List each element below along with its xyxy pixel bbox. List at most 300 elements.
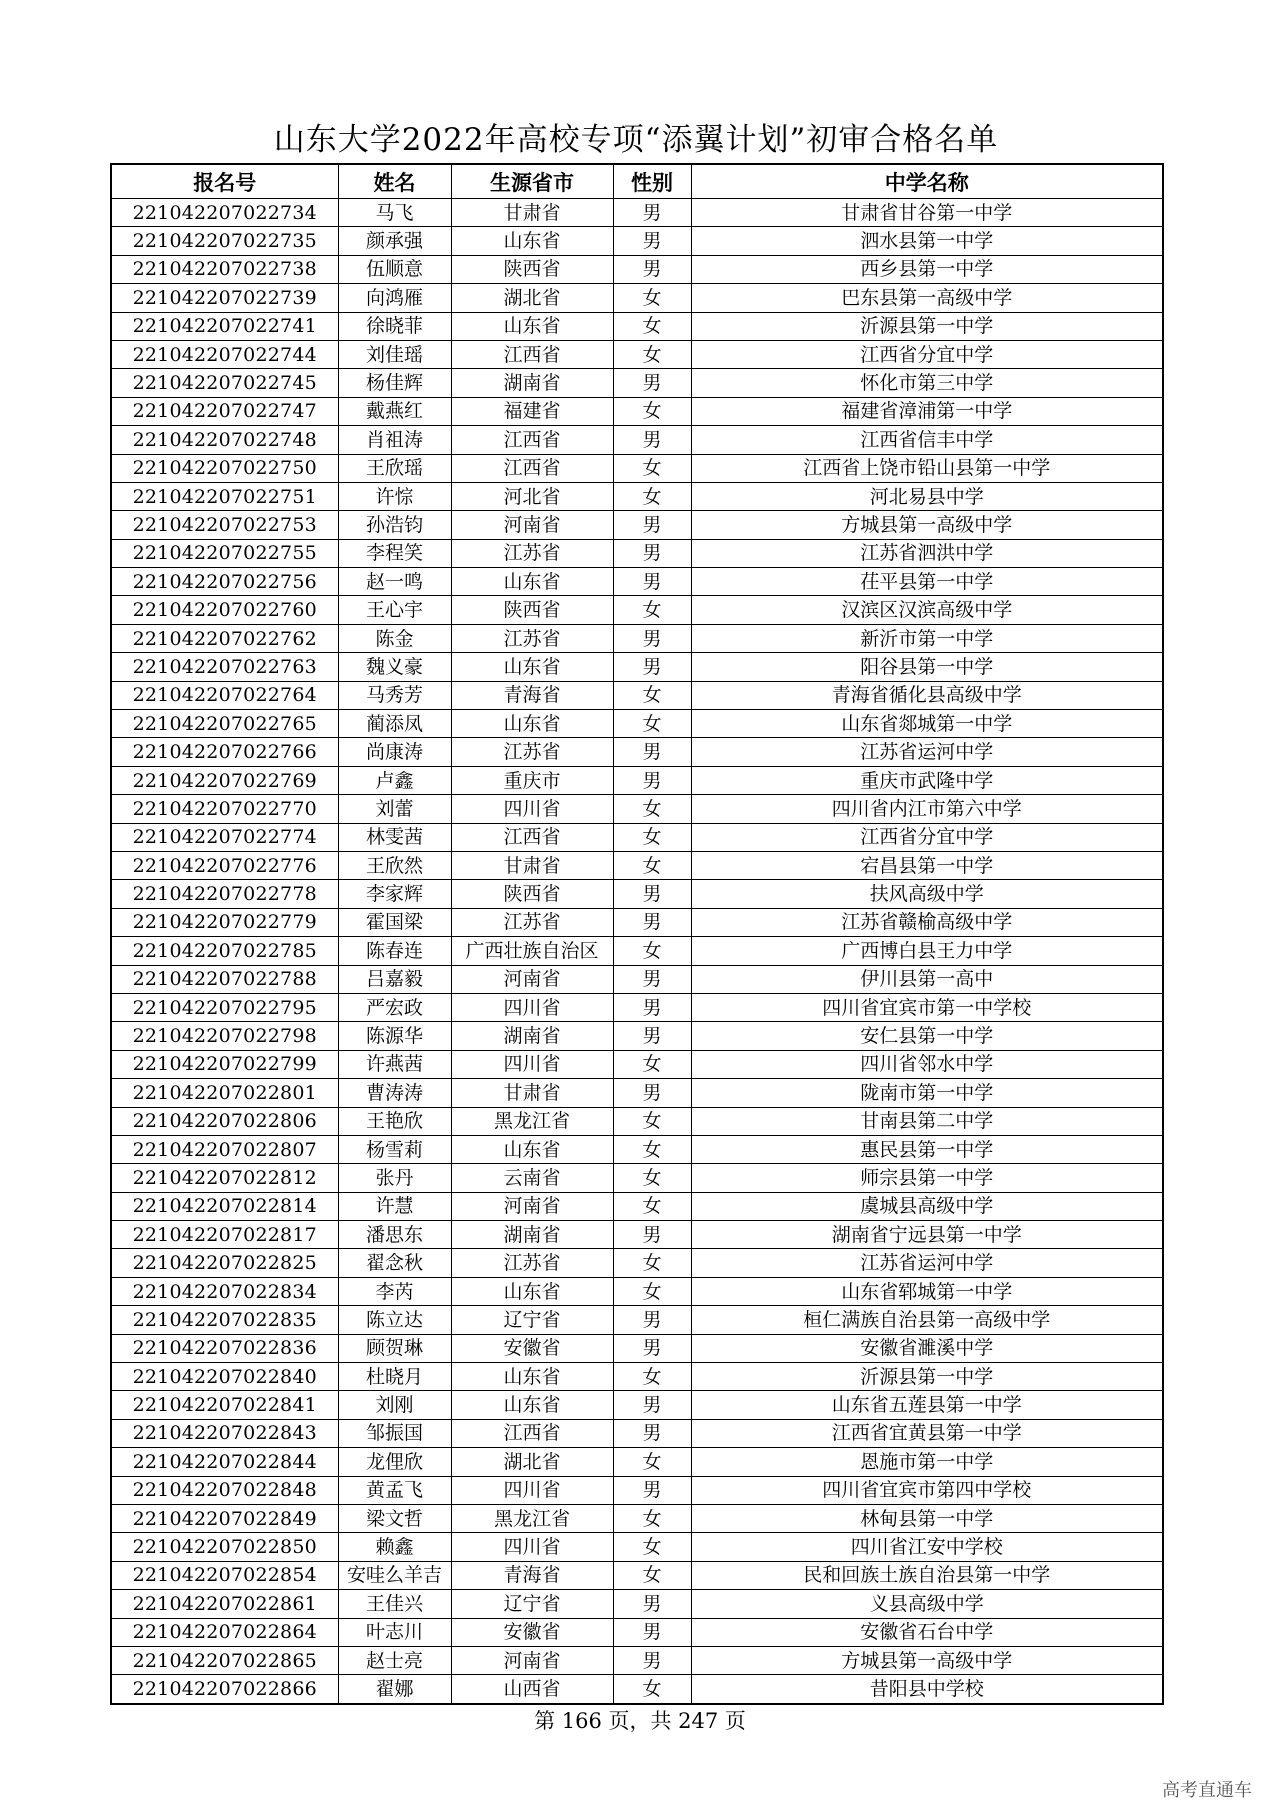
- school-name-cell: 江西省分宜中学: [691, 340, 1163, 368]
- table-row: [111, 766, 1163, 794]
- registration-number-cell: 221042207022760: [111, 596, 338, 624]
- province-cell: 山东省: [451, 568, 613, 596]
- province-cell: 陕西省: [451, 596, 613, 624]
- student-name-cell: 杜晓月: [338, 1363, 451, 1391]
- table-row: [111, 1277, 1163, 1305]
- table-row: [111, 596, 1163, 624]
- student-name-cell: 伍顺意: [338, 255, 451, 283]
- table-row: [111, 312, 1163, 340]
- gender-cell: 男: [613, 1022, 691, 1050]
- gender-cell: 女: [613, 1164, 691, 1192]
- registration-number-cell: 221042207022866: [111, 1675, 338, 1704]
- registration-number-cell: 221042207022799: [111, 1050, 338, 1078]
- student-name-cell: 尚康涛: [338, 738, 451, 766]
- table-row: [111, 1050, 1163, 1078]
- table-row: [111, 681, 1163, 709]
- table-row: [111, 1221, 1163, 1249]
- school-name-cell: 山东省五莲县第一中学: [691, 1391, 1163, 1419]
- student-name-cell: 梁文哲: [338, 1504, 451, 1532]
- registration-number-cell: 221042207022840: [111, 1363, 338, 1391]
- school-name-cell: 师宗县第一中学: [691, 1164, 1163, 1192]
- province-cell: 湖南省: [451, 1022, 613, 1050]
- gender-cell: 男: [613, 738, 691, 766]
- province-cell: 辽宁省: [451, 1306, 613, 1334]
- table-row: [111, 1561, 1163, 1589]
- province-cell: 安徽省: [451, 1618, 613, 1646]
- province-cell: 河北省: [451, 482, 613, 510]
- student-name-cell: 李芮: [338, 1277, 451, 1305]
- student-name-cell: 戴燕红: [338, 397, 451, 425]
- table-row: [111, 454, 1163, 482]
- watermark: 高考直通车: [1162, 1780, 1252, 1801]
- registration-number-cell: 221042207022844: [111, 1448, 338, 1476]
- school-name-cell: 安仁县第一中学: [691, 1022, 1163, 1050]
- school-name-cell: 扶风高级中学: [691, 880, 1163, 908]
- registration-number-cell: 221042207022854: [111, 1561, 338, 1589]
- province-cell: 黑龙江省: [451, 1107, 613, 1135]
- student-name-cell: 孙浩钧: [338, 511, 451, 539]
- province-cell: 山东省: [451, 653, 613, 681]
- province-cell: 四川省: [451, 993, 613, 1021]
- student-name-cell: 陈金: [338, 624, 451, 652]
- school-name-cell: 江西省宜黄县第一中学: [691, 1419, 1163, 1447]
- student-name-cell: 张丹: [338, 1164, 451, 1192]
- school-name-cell: 河北易县中学: [691, 482, 1163, 510]
- student-name-cell: 顾贺琳: [338, 1334, 451, 1362]
- school-name-cell: 泗水县第一中学: [691, 227, 1163, 255]
- school-name-cell: 义县高级中学: [691, 1590, 1163, 1618]
- table-row: [111, 795, 1163, 823]
- student-name-cell: 徐晓菲: [338, 312, 451, 340]
- registration-number-cell: 221042207022788: [111, 965, 338, 993]
- province-cell: 四川省: [451, 1050, 613, 1078]
- gender-cell: 男: [613, 653, 691, 681]
- province-cell: 江苏省: [451, 908, 613, 936]
- registration-number-cell: 221042207022812: [111, 1164, 338, 1192]
- province-cell: 陕西省: [451, 255, 613, 283]
- province-cell: 河南省: [451, 1646, 613, 1674]
- province-cell: 四川省: [451, 1533, 613, 1561]
- table-row: [111, 1363, 1163, 1391]
- gender-cell: 男: [613, 568, 691, 596]
- registration-number-cell: 221042207022843: [111, 1419, 338, 1447]
- table-row: [111, 199, 1163, 227]
- table-row: [111, 738, 1163, 766]
- registration-number-cell: 221042207022825: [111, 1249, 338, 1277]
- school-name-cell: 林甸县第一中学: [691, 1504, 1163, 1532]
- province-cell: 河南省: [451, 511, 613, 539]
- gender-cell: 男: [613, 1476, 691, 1504]
- student-name-cell: 许悰: [338, 482, 451, 510]
- province-cell: 安徽省: [451, 1334, 613, 1362]
- school-name-cell: 四川省宜宾市第四中学校: [691, 1476, 1163, 1504]
- school-name-cell: 四川省邻水中学: [691, 1050, 1163, 1078]
- student-name-cell: 叶志川: [338, 1618, 451, 1646]
- table-row: [111, 993, 1163, 1021]
- province-cell: 甘肃省: [451, 199, 613, 227]
- registration-number-cell: 221042207022766: [111, 738, 338, 766]
- student-name-cell: 翟念秋: [338, 1249, 451, 1277]
- registration-number-cell: 221042207022763: [111, 653, 338, 681]
- student-name-cell: 龙俚欣: [338, 1448, 451, 1476]
- province-cell: 广西壮族自治区: [451, 937, 613, 965]
- table-row: [111, 426, 1163, 454]
- gender-cell: 男: [613, 1221, 691, 1249]
- registration-number-cell: 221042207022848: [111, 1476, 338, 1504]
- registration-number-cell: 221042207022865: [111, 1646, 338, 1674]
- table-row: [111, 908, 1163, 936]
- student-name-cell: 严宏政: [338, 993, 451, 1021]
- province-cell: 陕西省: [451, 880, 613, 908]
- registration-number-cell: 221042207022779: [111, 908, 338, 936]
- province-cell: 江西省: [451, 454, 613, 482]
- gender-cell: 男: [613, 965, 691, 993]
- gender-cell: 女: [613, 1675, 691, 1704]
- student-name-cell: 安哇么羊吉: [338, 1561, 451, 1589]
- province-cell: 山东省: [451, 710, 613, 738]
- school-name-cell: 宕昌县第一中学: [691, 851, 1163, 879]
- school-name-cell: 甘南县第二中学: [691, 1107, 1163, 1135]
- header-province: 生源省市: [451, 164, 613, 199]
- student-name-cell: 许燕茜: [338, 1050, 451, 1078]
- table-row: [111, 1164, 1163, 1192]
- registration-number-cell: 221042207022835: [111, 1306, 338, 1334]
- province-cell: 江西省: [451, 426, 613, 454]
- province-cell: 山东省: [451, 1363, 613, 1391]
- student-name-cell: 王欣瑶: [338, 454, 451, 482]
- table-row: [111, 568, 1163, 596]
- registration-number-cell: 221042207022849: [111, 1504, 338, 1532]
- table-row: [111, 710, 1163, 738]
- province-cell: 江苏省: [451, 738, 613, 766]
- student-name-cell: 陈立达: [338, 1306, 451, 1334]
- school-name-cell: 青海省循化县高级中学: [691, 681, 1163, 709]
- student-name-cell: 李程笑: [338, 539, 451, 567]
- province-cell: 甘肃省: [451, 851, 613, 879]
- gender-cell: 男: [613, 908, 691, 936]
- table-row: [111, 397, 1163, 425]
- header-name: 姓名: [338, 164, 451, 199]
- table-row: [111, 937, 1163, 965]
- gender-cell: 男: [613, 369, 691, 397]
- registration-number-cell: 221042207022769: [111, 766, 338, 794]
- header-school: 中学名称: [691, 164, 1163, 199]
- gender-cell: 女: [613, 710, 691, 738]
- registration-number-cell: 221042207022850: [111, 1533, 338, 1561]
- gender-cell: 女: [613, 1363, 691, 1391]
- province-cell: 湖北省: [451, 1448, 613, 1476]
- province-cell: 山东省: [451, 1135, 613, 1163]
- table-row: [111, 1107, 1163, 1135]
- registration-number-cell: 221042207022755: [111, 539, 338, 567]
- province-cell: 重庆市: [451, 766, 613, 794]
- school-name-cell: 安徽省濉溪中学: [691, 1334, 1163, 1362]
- table-row: [111, 1533, 1163, 1561]
- page-number: 第 166 页，共 247 页: [534, 1709, 746, 1733]
- registration-number-cell: 221042207022776: [111, 851, 338, 879]
- school-name-cell: 山东省郓城第一中学: [691, 1277, 1163, 1305]
- student-name-cell: 赖鑫: [338, 1533, 451, 1561]
- gender-cell: 女: [613, 312, 691, 340]
- student-name-cell: 向鸿雁: [338, 284, 451, 312]
- student-name-cell: 陈源华: [338, 1022, 451, 1050]
- student-name-cell: 马秀芳: [338, 681, 451, 709]
- registration-number-cell: 221042207022734: [111, 199, 338, 227]
- registration-number-cell: 221042207022778: [111, 880, 338, 908]
- gender-cell: 男: [613, 227, 691, 255]
- registration-number-cell: 221042207022774: [111, 823, 338, 851]
- gender-cell: 女: [613, 1249, 691, 1277]
- province-cell: 江苏省: [451, 1249, 613, 1277]
- registration-number-cell: 221042207022806: [111, 1107, 338, 1135]
- table-row: [111, 880, 1163, 908]
- province-cell: 四川省: [451, 1476, 613, 1504]
- table-row: [111, 1618, 1163, 1646]
- student-name-cell: 曹涛涛: [338, 1079, 451, 1107]
- table-row: [111, 1249, 1163, 1277]
- registration-number-cell: 221042207022841: [111, 1391, 338, 1419]
- student-name-cell: 潘思东: [338, 1221, 451, 1249]
- school-name-cell: 四川省江安中学校: [691, 1533, 1163, 1561]
- school-name-cell: 沂源县第一中学: [691, 312, 1163, 340]
- table-row: [111, 1504, 1163, 1532]
- school-name-cell: 湖南省宁远县第一中学: [691, 1221, 1163, 1249]
- province-cell: 江西省: [451, 1419, 613, 1447]
- registration-number-cell: 221042207022738: [111, 255, 338, 283]
- gender-cell: 男: [613, 1334, 691, 1362]
- province-cell: 青海省: [451, 1561, 613, 1589]
- student-name-cell: 王欣然: [338, 851, 451, 879]
- school-name-cell: 四川省宜宾市第一中学校: [691, 993, 1163, 1021]
- school-name-cell: 巴东县第一高级中学: [691, 284, 1163, 312]
- gender-cell: 男: [613, 539, 691, 567]
- table-row: [111, 1675, 1163, 1704]
- registration-number-cell: 221042207022753: [111, 511, 338, 539]
- school-name-cell: 方城县第一高级中学: [691, 1646, 1163, 1674]
- header-gender: 性别: [613, 164, 691, 199]
- gender-cell: 女: [613, 851, 691, 879]
- registration-number-cell: 221042207022745: [111, 369, 338, 397]
- gender-cell: 女: [613, 284, 691, 312]
- registration-number-cell: 221042207022861: [111, 1590, 338, 1618]
- province-cell: 山西省: [451, 1675, 613, 1704]
- table-row: [111, 340, 1163, 368]
- province-cell: 黑龙江省: [451, 1504, 613, 1532]
- school-name-cell: 江苏省赣榆高级中学: [691, 908, 1163, 936]
- table-row: [111, 851, 1163, 879]
- table-row: [111, 539, 1163, 567]
- gender-cell: 男: [613, 199, 691, 227]
- school-name-cell: 山东省郯城第一中学: [691, 710, 1163, 738]
- province-cell: 河南省: [451, 965, 613, 993]
- gender-cell: 女: [613, 454, 691, 482]
- gender-cell: 男: [613, 426, 691, 454]
- gender-cell: 女: [613, 1448, 691, 1476]
- province-cell: 山东省: [451, 227, 613, 255]
- gender-cell: 男: [613, 1391, 691, 1419]
- table-header-row: [111, 164, 1163, 199]
- gender-cell: 男: [613, 511, 691, 539]
- gender-cell: 女: [613, 937, 691, 965]
- registration-number-cell: 221042207022770: [111, 795, 338, 823]
- student-name-cell: 刘佳瑶: [338, 340, 451, 368]
- table-row: [111, 1476, 1163, 1504]
- header-registration-number: 报名号: [111, 164, 338, 199]
- table-row: [111, 1419, 1163, 1447]
- student-name-cell: 许慧: [338, 1192, 451, 1220]
- table-row: [111, 1306, 1163, 1334]
- table-row: [111, 255, 1163, 283]
- province-cell: 辽宁省: [451, 1590, 613, 1618]
- school-name-cell: 重庆市武隆中学: [691, 766, 1163, 794]
- gender-cell: 男: [613, 993, 691, 1021]
- table-row: [111, 823, 1163, 851]
- table-row: [111, 1646, 1163, 1674]
- student-name-cell: 王艳欣: [338, 1107, 451, 1135]
- gender-cell: 男: [613, 1419, 691, 1447]
- student-name-cell: 林雯茜: [338, 823, 451, 851]
- province-cell: 云南省: [451, 1164, 613, 1192]
- table-row: [111, 1022, 1163, 1050]
- table-row: [111, 1192, 1163, 1220]
- registration-number-cell: 221042207022764: [111, 681, 338, 709]
- table-row: [111, 624, 1163, 652]
- registration-number-cell: 221042207022834: [111, 1277, 338, 1305]
- school-name-cell: 沂源县第一中学: [691, 1363, 1163, 1391]
- province-cell: 湖南省: [451, 369, 613, 397]
- province-cell: 青海省: [451, 681, 613, 709]
- school-name-cell: 四川省内江市第六中学: [691, 795, 1163, 823]
- student-name-cell: 黄孟飞: [338, 1476, 451, 1504]
- table-row: [111, 1334, 1163, 1362]
- province-cell: 江西省: [451, 340, 613, 368]
- province-cell: 湖南省: [451, 1221, 613, 1249]
- gender-cell: 男: [613, 255, 691, 283]
- school-name-cell: 汉滨区汉滨高级中学: [691, 596, 1163, 624]
- student-name-cell: 杨雪莉: [338, 1135, 451, 1163]
- school-name-cell: 惠民县第一中学: [691, 1135, 1163, 1163]
- table-row: [111, 227, 1163, 255]
- school-name-cell: 怀化市第三中学: [691, 369, 1163, 397]
- school-name-cell: 江苏省运河中学: [691, 1249, 1163, 1277]
- school-name-cell: 方城县第一高级中学: [691, 511, 1163, 539]
- gender-cell: 男: [613, 1590, 691, 1618]
- province-cell: 福建省: [451, 397, 613, 425]
- student-name-cell: 刘蕾: [338, 795, 451, 823]
- registration-number-cell: 221042207022748: [111, 426, 338, 454]
- registration-number-cell: 221042207022741: [111, 312, 338, 340]
- registration-number-cell: 221042207022765: [111, 710, 338, 738]
- gender-cell: 男: [613, 880, 691, 908]
- registration-number-cell: 221042207022785: [111, 937, 338, 965]
- gender-cell: 男: [613, 1079, 691, 1107]
- student-name-cell: 邹振国: [338, 1419, 451, 1447]
- registration-number-cell: 221042207022801: [111, 1079, 338, 1107]
- gender-cell: 男: [613, 1306, 691, 1334]
- registration-number-cell: 221042207022747: [111, 397, 338, 425]
- gender-cell: 女: [613, 596, 691, 624]
- gender-cell: 女: [613, 482, 691, 510]
- school-name-cell: 伊川县第一高中: [691, 965, 1163, 993]
- school-name-cell: 虞城县高级中学: [691, 1192, 1163, 1220]
- province-cell: 河南省: [451, 1192, 613, 1220]
- gender-cell: 女: [613, 397, 691, 425]
- registration-number-cell: 221042207022836: [111, 1334, 338, 1362]
- student-name-cell: 赵士亮: [338, 1646, 451, 1674]
- page-title: 山东大学2022年高校专项“添翼计划”初审合格名单: [273, 122, 999, 158]
- table-row: [111, 965, 1163, 993]
- school-name-cell: 茌平县第一中学: [691, 568, 1163, 596]
- student-name-cell: 肖祖涛: [338, 426, 451, 454]
- gender-cell: 女: [613, 1504, 691, 1532]
- school-name-cell: 江苏省运河中学: [691, 738, 1163, 766]
- gender-cell: 女: [613, 1192, 691, 1220]
- school-name-cell: 新沂市第一中学: [691, 624, 1163, 652]
- school-name-cell: 江西省信丰中学: [691, 426, 1163, 454]
- gender-cell: 男: [613, 1618, 691, 1646]
- student-name-cell: 翟娜: [338, 1675, 451, 1704]
- gender-cell: 女: [613, 1135, 691, 1163]
- gender-cell: 女: [613, 681, 691, 709]
- school-name-cell: 安徽省石台中学: [691, 1618, 1163, 1646]
- province-cell: 湖北省: [451, 284, 613, 312]
- school-name-cell: 阳谷县第一中学: [691, 653, 1163, 681]
- school-name-cell: 福建省漳浦第一中学: [691, 397, 1163, 425]
- school-name-cell: 江西省上饶市铅山县第一中学: [691, 454, 1163, 482]
- province-cell: 江西省: [451, 823, 613, 851]
- gender-cell: 男: [613, 1646, 691, 1674]
- gender-cell: 女: [613, 823, 691, 851]
- table-row: [111, 1391, 1163, 1419]
- registration-number-cell: 221042207022814: [111, 1192, 338, 1220]
- registration-number-cell: 221042207022864: [111, 1618, 338, 1646]
- table-row: [111, 1079, 1163, 1107]
- gender-cell: 女: [613, 1277, 691, 1305]
- student-name-cell: 卢鑫: [338, 766, 451, 794]
- student-name-cell: 蔺添凤: [338, 710, 451, 738]
- school-name-cell: 恩施市第一中学: [691, 1448, 1163, 1476]
- school-name-cell: 广西博白县王力中学: [691, 937, 1163, 965]
- gender-cell: 女: [613, 795, 691, 823]
- table-row: [111, 482, 1163, 510]
- table-row: [111, 1135, 1163, 1163]
- student-name-cell: 马飞: [338, 199, 451, 227]
- table-row: [111, 284, 1163, 312]
- gender-cell: 女: [613, 1107, 691, 1135]
- registration-number-cell: 221042207022762: [111, 624, 338, 652]
- student-name-cell: 颜承强: [338, 227, 451, 255]
- registration-number-cell: 221042207022735: [111, 227, 338, 255]
- student-name-cell: 吕嘉毅: [338, 965, 451, 993]
- student-name-cell: 陈春连: [338, 937, 451, 965]
- gender-cell: 女: [613, 1533, 691, 1561]
- student-name-cell: 魏义豪: [338, 653, 451, 681]
- student-name-cell: 赵一鸣: [338, 568, 451, 596]
- candidate-table: [110, 163, 1164, 1705]
- registration-number-cell: 221042207022795: [111, 993, 338, 1021]
- registration-number-cell: 221042207022750: [111, 454, 338, 482]
- school-name-cell: 陇南市第一中学: [691, 1079, 1163, 1107]
- table-row: [111, 511, 1163, 539]
- registration-number-cell: 221042207022744: [111, 340, 338, 368]
- gender-cell: 女: [613, 1561, 691, 1589]
- table-row: [111, 653, 1163, 681]
- registration-number-cell: 221042207022739: [111, 284, 338, 312]
- province-cell: 四川省: [451, 795, 613, 823]
- registration-number-cell: 221042207022817: [111, 1221, 338, 1249]
- student-name-cell: 刘刚: [338, 1391, 451, 1419]
- province-cell: 山东省: [451, 312, 613, 340]
